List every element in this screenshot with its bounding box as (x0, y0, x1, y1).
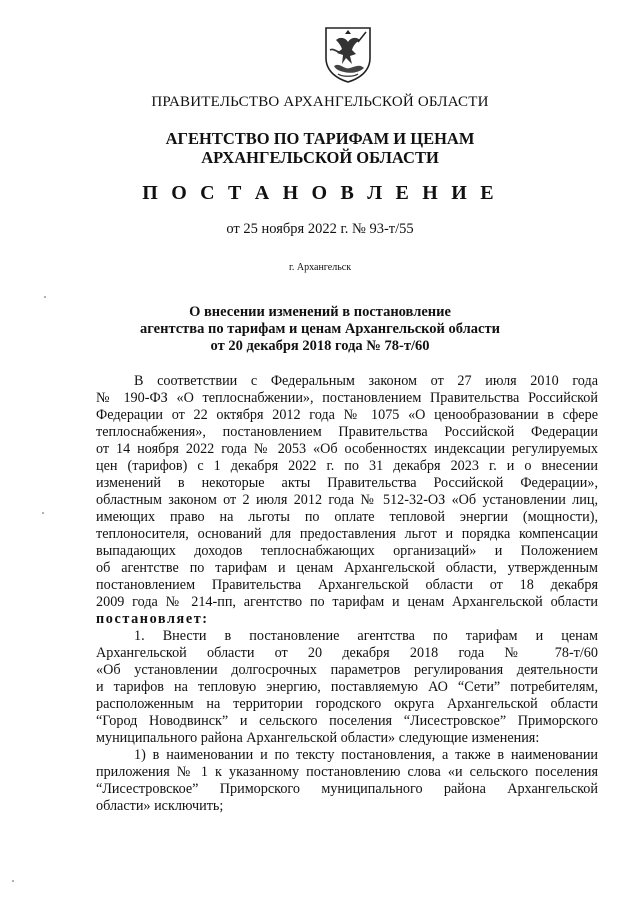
body-line: Архангельской области от 20 декабря 2018 года № 78-т/60 (96, 645, 598, 661)
body-line-postanovlyaet: постановляет: (96, 611, 209, 627)
body-line: цен (тарифов) с 1 декабря 2022 г. по 31 декабря 2023 г. и о внесении (96, 458, 598, 474)
body-line: выпадающих доходов теплоснабжающих организаций» и Положением (96, 543, 598, 559)
body-line: 1. Внести в постановление агентства по тарифам и ценам (134, 628, 598, 644)
body-line: теплоносителя, оснований для предоставления льгот и порядка компенсации (96, 526, 598, 542)
body-line: теплоснабжения», постановлением Правительства Российской Федерации (96, 424, 598, 440)
agency-name-line-1: АГЕНТСТВО ПО ТАРИФАМ И ЦЕНАМ (165, 129, 475, 148)
subject-line-1: О внесении изменений в постановление (189, 304, 451, 320)
body-line: 1) в наименовании и по тексту постановления, а также в наименовании (134, 747, 598, 763)
document-subject (0, 304, 640, 355)
document-body (96, 373, 598, 815)
body-line: “Лисестровское” Приморского муниципального района Архангельской (96, 781, 598, 797)
body-line: расположенным на территории городского округа Архангельской области (96, 696, 598, 712)
body-line: от 14 ноября 2022 года № 2053 «Об особенностях индексации регулируемых (96, 441, 598, 457)
scan-speck (42, 512, 44, 514)
body-line: 2009 года № 214-пп, агентство по тарифам и ценам Архангельской области (96, 594, 598, 610)
body-line: областным законом от 2 июля 2012 года № 512-32-ОЗ «Об установлении лиц, (96, 492, 598, 508)
body-line: “Город Новодвинск” и сельского поселения “Лисестровское” Приморского (96, 713, 598, 729)
body-line: об агентстве по тарифам и ценам Архангельской области, утвержденным (96, 560, 598, 576)
agency-name-line-2: АРХАНГЕЛЬСКОЙ ОБЛАСТИ (201, 148, 439, 167)
document-date-number: от 25 ноября 2022 г. № 93-т/55 (226, 221, 414, 237)
scan-speck (12, 880, 14, 882)
body-line: и тарифов на тепловую энергию, поставляемую АО “Сети” потребителям, (96, 679, 598, 695)
body-line: области» исключить; (96, 798, 224, 814)
body-line: приложения № 1 к указанному постановлению слова «и сельского поселения (96, 764, 598, 780)
body-line: имеющих право на льготы по оплате тепловой энергии (мощности), (96, 509, 598, 525)
body-line: постановлением Правительства Архангельской области от 18 декабря (96, 577, 598, 593)
body-line: В соответствии с Федеральным законом от 27 июля 2010 года (134, 373, 598, 389)
body-line: «Об установлении долгосрочных параметров регулирования деятельности (96, 662, 598, 678)
agency-name (0, 129, 640, 167)
body-line: № 190-ФЗ «О теплоснабжении», постановлением Правительства Российской (96, 390, 598, 406)
scan-speck (44, 296, 46, 298)
body-line: изменений в некоторые акты Правительства Российской Федерации», (96, 475, 598, 491)
subject-line-3: от 20 декабря 2018 года № 78-т/60 (210, 338, 430, 354)
arkhangelsk-coat-of-arms-icon (322, 24, 374, 84)
government-name: ПРАВИТЕЛЬСТВО АРХАНГЕЛЬСКОЙ ОБЛАСТИ (151, 94, 489, 110)
coat-of-arms-emblem (322, 24, 374, 84)
subject-line-2: агентства по тарифам и ценам Архангельской области (140, 321, 500, 337)
body-line: муниципального района Архангельской области» следующие изменения: (96, 730, 540, 746)
document-title: П О С Т А Н О В Л Е Н И Е (142, 182, 498, 204)
document-city: г. Архангельск (288, 262, 352, 273)
body-line: Федерации от 22 октября 2012 года № 1075 «О ценообразовании в сфере (96, 407, 598, 423)
